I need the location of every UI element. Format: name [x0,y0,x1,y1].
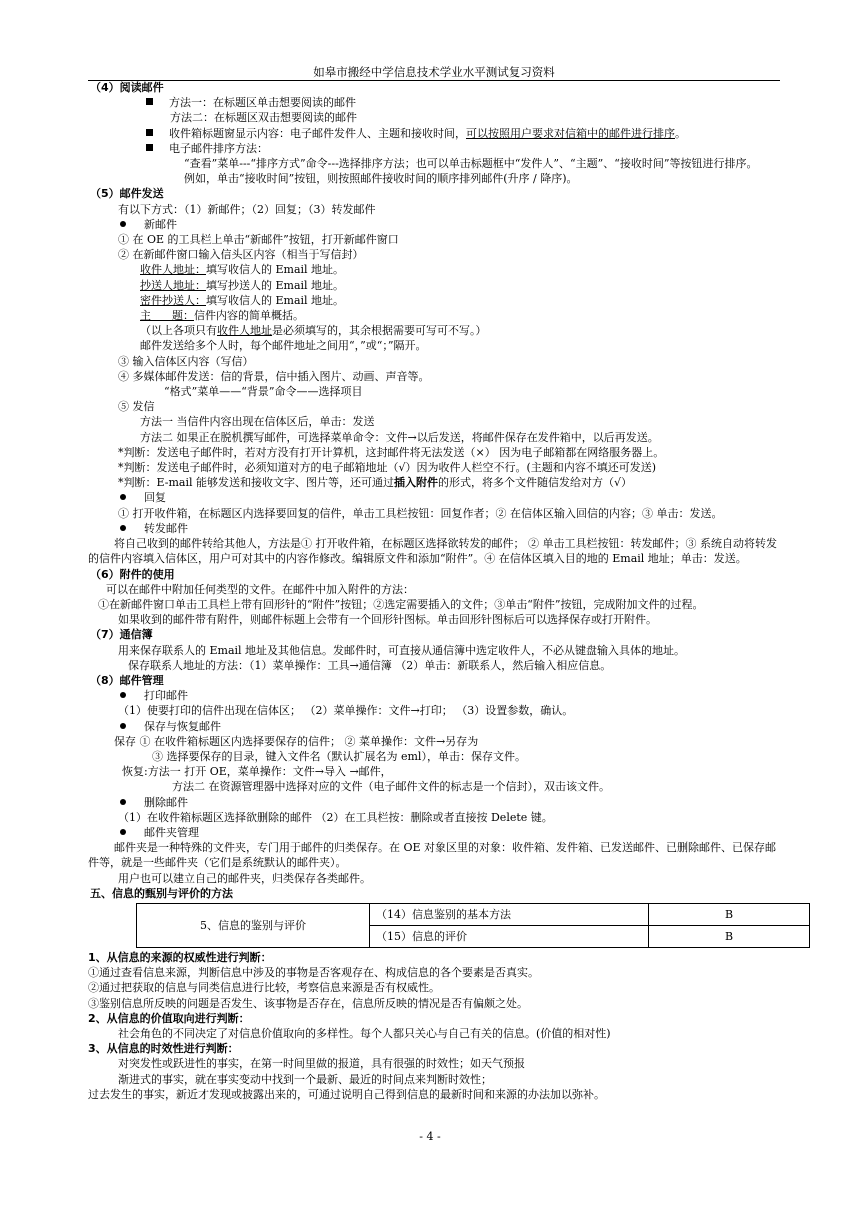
send-step-5: ⑤ 发信 [118,400,155,414]
delete-steps: （1）在收件箱标题区选择欲删除的邮件 （2）在工具栏按：删除或者直接按 Delete 键。 [118,810,553,824]
value-point: 社会角色的不同决定了对信息价值取向的多样性。每个人都只关心与自己有关的信息。(价值的相对性) [118,1026,611,1040]
address-book-desc: 用来保存联系人的 Email 地址及其他信息。发邮件时，可直接从通信簿中选定收件人，不必从键盘输入具体的地址。 [118,643,686,657]
page-number: - 4 - [419,1130,441,1143]
timeliness-point-1: 对突发性或跃进性的事实，在第一时间里做的报道，具有很强的时效性；如天气预报 [118,1057,525,1071]
section-heading-read-mail: （4）阅读邮件 [90,81,164,94]
field-to: 收件人地址：填写收信人的 Email 地址。 [140,263,345,277]
address-book-methods: 保存联系人地址的方法：（1）菜单操作：工具→通信簿 （2）单击：新联系人，然后输入相应信息。 [128,658,612,672]
criterion-heading-value: 2、从信息的价值取向进行判断： [88,1011,250,1025]
round-bullet-icon [120,799,126,805]
format-menu-path: “格式”菜单——“背景”命令——选择项目 [164,385,363,399]
folder-bullet: 邮件夹管理 [88,825,782,840]
section-heading-attachment: （6）附件的使用 [90,567,175,581]
square-bullet-icon [146,144,153,151]
criterion-heading-timeliness: 3、从信息的时效性进行判断： [88,1042,239,1056]
authority-point-1: ①通过查看信息来源，判断信息中涉及的事物是否客观存在、构成信息的各个要素是否真实。 [88,966,539,980]
field-cc: 抄送人地址：填写抄送人的 Email 地址。 [140,278,345,292]
criterion-heading-authority: 1、从信息的来源的权威性进行判断： [88,950,272,964]
sort-example: 例如，单击“接收时间”按钮，则按照邮件接收时间的顺序排列邮件(升序 / 降序)。 [184,172,578,186]
attachment-steps: ①在新邮件窗口单击工具栏上带有回形针的“附件”按钮；②选定需要插入的文件；③单击“附件”按钮，完成附加文件的过程。 [98,597,704,611]
round-bullet-icon [120,692,126,698]
evaluation-table [136,903,810,948]
send-method-2: 方法二 如果正在脱机撰写邮件，可选择菜单命令：文件→以后发送，将邮件保存在发件箱中，以后再发送。 [140,430,659,444]
multi-recipient-note: 邮件发送给多个人时，每个邮件地址之间用“，”或“；”隔开。 [140,339,427,353]
document-body [88,80,782,1102]
table-level-cell: B [649,903,810,925]
round-bullet-icon [120,221,126,227]
attachment-received: 如果收到的邮件带有附件，则邮件标题上会带有一个回形针图标。单击回形针图标后可以选择保存或打开附件。 [118,613,657,627]
read-method-1: 方法一：在标题区单击想要阅读的邮件 [88,95,782,110]
read-method-2: 方法二：在标题区双击想要阅读的邮件 [170,111,357,125]
inbox-title-bullet: 收件箱标题窗显示内容：电子邮件发件人、主题和接收时间，可以按照用户要求对信箱中的邮件进行排序。 [88,126,782,141]
reply-bullet: 回复 [88,490,782,505]
authority-point-2: ②通过把获取的信息与同类信息进行比较，考察信息来源是否有权威性。 [88,981,440,995]
field-bcc: 密件抄送人：填写收信人的 Email 地址。 [140,293,345,307]
sort-text: “查看”菜单---“排序方式”命令---选择排序方法；也可以单击标题框中“发件人”、“主题”、“接收时间”等按钮进行排序。 [184,157,758,171]
restore-method-2: 方法二 在资源管理器中选择对应的文件（电子邮件文件的标志是一个信封），双击该文件。 [172,780,610,794]
table-item-cell: （14）信息鉴别的基本方法 [370,903,649,925]
field-note: （以上各项只有收件人地址是必须填写的，其余根据需要可写可不写。） [140,324,487,338]
save-step-1: 保存 ① 在收件箱标题区内选择要保存的信件； ② 菜单操作：文件→另存为 [114,734,479,748]
authority-point-3: ③鉴别信息所反映的问题是否发生、该事物是否存在，信息所反映的情况是否有偏颇之处。 [88,996,528,1010]
send-step-3: ③ 输入信体区内容（写信） [118,354,254,368]
folder-user: 用户也可以建立自己的邮件夹，归类保存各类邮件。 [118,871,371,885]
save-restore-bullet: 保存与恢复邮件 [88,719,782,734]
reply-text: ① 打开收件箱，在标题区内选择要回复的信件，单击工具栏按钮：回复作者；② 在信体区输入回信的内容；③ 单击：发送。 [118,506,723,520]
forward-text: 将自己收到的邮件转给其他人，方法是① 打开收件箱，在标题区选择欲转发的邮件； ② 单击工具栏按钮：转发邮件；③ 系统自动将转发的信件内容填入信体区，用户可对其中的内容作修改。编辑原文件和添加“附件”。④ 在信体区填入目的地的 Email 地址；单击：发送。 [88,537,777,566]
delete-bullet: 删除邮件 [88,795,782,810]
section-heading-mail-management: （8）邮件管理 [90,673,164,687]
attachment-intro: 可以在邮件中附加任何类型的文件。在邮件中加入附件的方法： [106,582,414,596]
send-step-4: ④ 多媒体邮件发送：信的背景，信中插入图片、动画、声音等。 [118,369,430,383]
judgement-2: *判断：发送电子邮件时，必须知道对方的电子邮箱地址（√）因为收件人栏空不行。(主题和内容不填还可发送) [118,461,657,475]
save-step-2: ③ 选择要保存的目录，键入文件名（默认扩展名为 eml），单击：保存文件。 [152,749,526,763]
round-bullet-icon [120,525,126,531]
send-step-2: ② 在新邮件窗口输入信头区内容（相当于写信封） [118,248,364,262]
section-heading-address-book: （7）通信簿 [90,628,153,642]
page-header: 如皋市搬经中学信息技术学业水平测试复习资料 [313,65,555,79]
square-bullet-icon [146,98,153,105]
send-method-1: 方法一 当信件内容出现在信体区后，单击：发送 [140,415,375,429]
square-bullet-icon [146,129,153,136]
folder-desc: 邮件夹是一种特殊的文件夹，专门用于邮件的归类保存。在 OE 对象区里的对象：收件箱、发件箱、已发送邮件、已删除邮件、已保存邮件等，就是一些邮件夹（它们是系统默认的邮件夹）。 [88,841,777,870]
round-bullet-icon [120,829,126,835]
table-item-cell: （15）信息的评价 [370,925,649,947]
table-row [137,903,810,925]
send-intro: 有以下方式：（1）新邮件；（2）回复；（3）转发邮件 [118,202,376,216]
sort-method-bullet: 电子邮件排序方法： [88,141,782,156]
judgement-3: *判断：E-mail 能够发送和接收文字、图片等，还可通过插入附件的形式，将多个文件随信发给对方（√） [118,476,632,490]
table-level-cell: B [649,925,810,947]
judgement-1: *判断：发送电子邮件时，若对方没有打开计算机，这封邮件将无法发送（×） 因为电子邮箱都在网络服务器上。 [118,445,665,459]
timeliness-point-2: 渐进式的事实，就在事实变动中找到一个最新、最近的时间点来判断时效性； [118,1072,492,1086]
round-bullet-icon [120,723,126,729]
section-heading-send-mail: （5）邮件发送 [90,187,164,201]
new-mail-bullet: 新邮件 [88,217,782,232]
forward-bullet: 转发邮件 [88,521,782,536]
round-bullet-icon [120,494,126,500]
restore-method-1: 恢复:方法一 打开 OE，菜单操作：文件→导入 →邮件， [122,765,392,779]
table-group-cell: 5、信息的鉴别与评价 [137,903,370,947]
print-bullet: 打印邮件 [88,688,782,703]
field-subject: 主 题：信件内容的简单概括。 [140,309,304,323]
send-step-1: ① 在 OE 的工具栏上单击“新邮件”按钮，打开新邮件窗口 [118,233,399,247]
print-steps: （1）使要打印的信件出现在信体区； （2）菜单操作：文件→打印； （3）设置参数，确认。 [118,704,574,718]
section-heading-info-evaluation: 五、信息的甄别与评价的方法 [90,886,233,900]
timeliness-point-3: 过去发生的事实，新近才发现或披露出来的，可通过说明自己得到信息的最新时间和来源的办法加以弥补。 [88,1087,605,1101]
